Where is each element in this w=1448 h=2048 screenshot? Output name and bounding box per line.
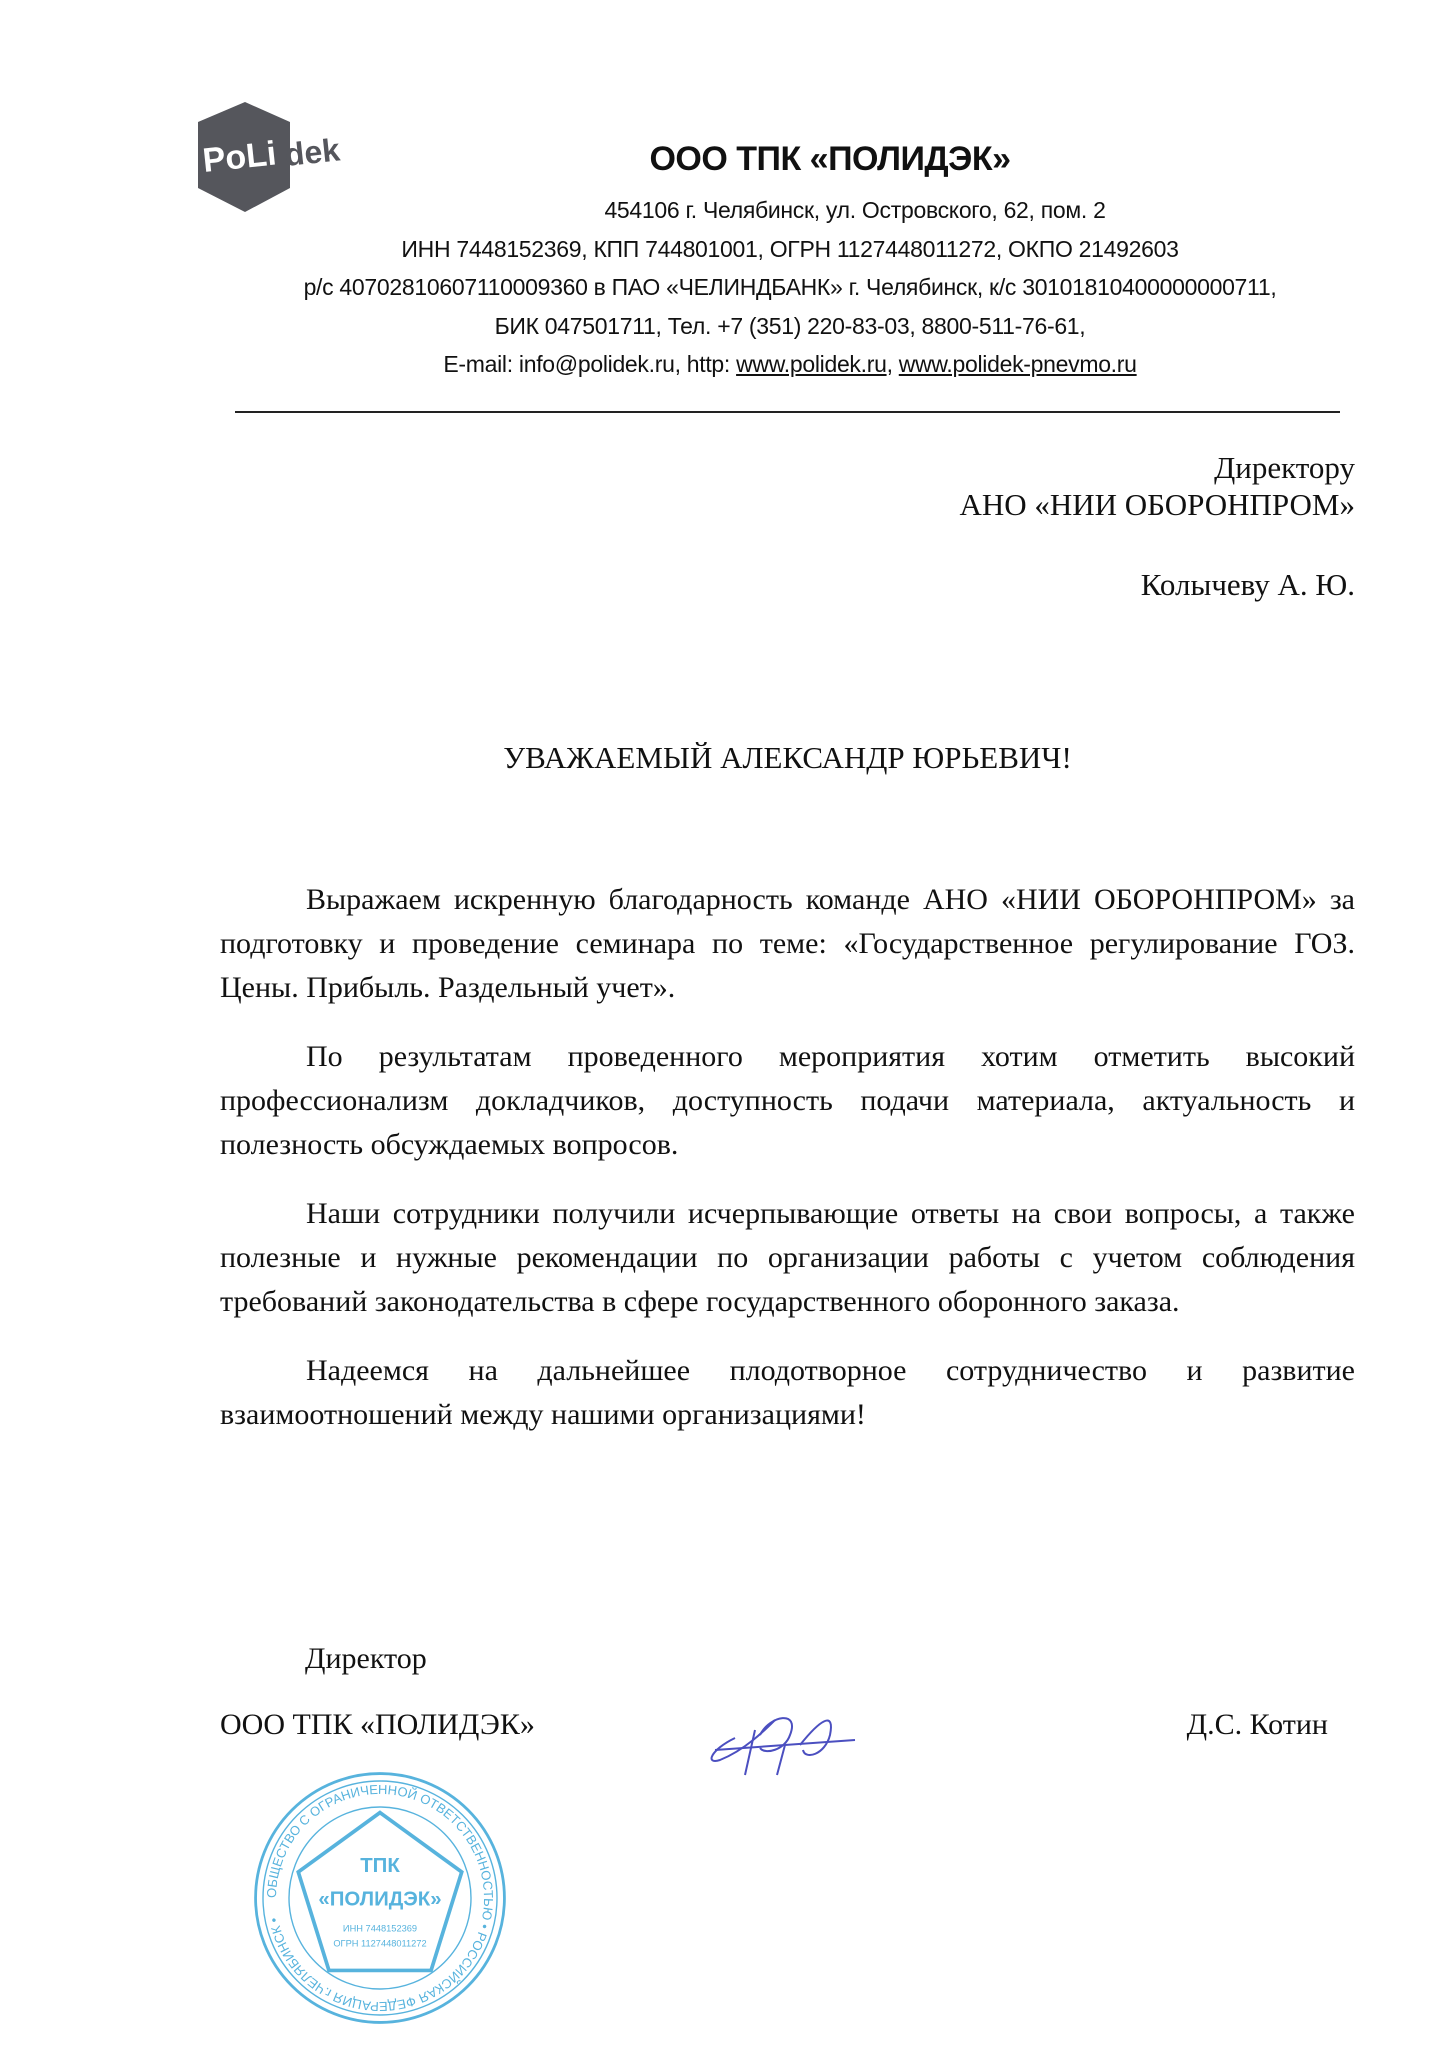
site-link-1[interactable]: www.polidek.ru (736, 351, 887, 377)
stamp-inn: ИНН 7448152369 (342, 1923, 418, 1934)
svg-text:dek: dek (282, 131, 342, 173)
signatory-name: Д.С. Котин (1186, 1708, 1328, 1741)
addressee-organization: АНО «НИИ ОБОРОНПРОМ» (959, 487, 1355, 522)
letter-body (220, 878, 1355, 1462)
site-link-2[interactable]: www.polidek-pnevmo.ru (898, 351, 1137, 377)
company-registration: ИНН 7448152369, КПП 744801001, ОГРН 1127448011272, ОКПО 21492603 (401, 235, 1179, 262)
paragraph-1: Выражаем искренную благодарность команде АНО «НИИ ОБОРОНПРОМ» за подготовку и проведение семинара по теме: «Государственное регулирование ГОЗ. Цены. Прибыль. Раздельный учет». (220, 883, 1355, 1004)
company-address: 454106 г. Челябинск, ул. Островского, 62, пом. 2 (604, 197, 1106, 223)
paragraph-3: Наши сотрудники получили исчерпывающие ответы на свои вопросы, а также полезные и нужные рекомендации по организации работы с учетом соблюдения требований законодательства в сфере государственного оборонного заказа. (220, 1197, 1355, 1318)
company-contacts (220, 350, 1360, 389)
header-divider (235, 411, 1340, 413)
separator: , (886, 351, 899, 377)
stamp-ring-text: ОБЩЕСТВО С ОГРАНИЧЕННОЙ ОТВЕТСТВЕННОСТЬЮ • РОССИЙСКАЯ ФЕДЕРАЦИЯ г.ЧЕЛЯБИНСК • (263, 1781, 497, 2015)
company-bank: р/с 40702810607110009360 в ПАО «ЧЕЛИНДБАНК» г. Челябинск, к/с 30101810400000000711, (303, 274, 1277, 300)
company-details (220, 196, 1360, 389)
email-text: E-mail: info@polidek.ru, http: (443, 351, 737, 377)
stamp-ogrn: ОГРН 1127448011272 (333, 1938, 427, 1949)
addressee-name: Колычеву А. Ю. (1140, 567, 1355, 602)
company-stamp (250, 1768, 510, 2028)
company-phones: БИК 047501711, Тел. +7 (351) 220-83-03, 8800-511-76-61, (494, 312, 1086, 339)
signatory-organization: ООО ТПК «ПОЛИДЭК» (220, 1708, 535, 1741)
company-name: ООО ТПК «ПОЛИДЭК» (649, 140, 1011, 178)
handwritten-signature (705, 1700, 865, 1780)
paragraph-2: По результатам проведенного мероприятия хотим отметить высокий профессионализм докладчиков, доступность подачи материала, актуальность и полезность обсуждаемых вопросов. (220, 1040, 1355, 1161)
stamp-line-1: ТПК (360, 1855, 400, 1877)
svg-text:PoLi: PoLi (200, 134, 279, 180)
greeting: УВАЖАЕМЫЙ АЛЕКСАНДР ЮРЬЕВИЧ! (503, 740, 1072, 775)
addressee-position: Директору (1214, 450, 1355, 485)
paragraph-4: Надеемся на дальнейшее плодотворное сотрудничество и развитие взаимоотношений между нашими организациями! (220, 1354, 1355, 1431)
signatory-position: Директор (305, 1642, 427, 1675)
stamp-line-2: «ПОЛИДЭК» (318, 1888, 442, 1911)
